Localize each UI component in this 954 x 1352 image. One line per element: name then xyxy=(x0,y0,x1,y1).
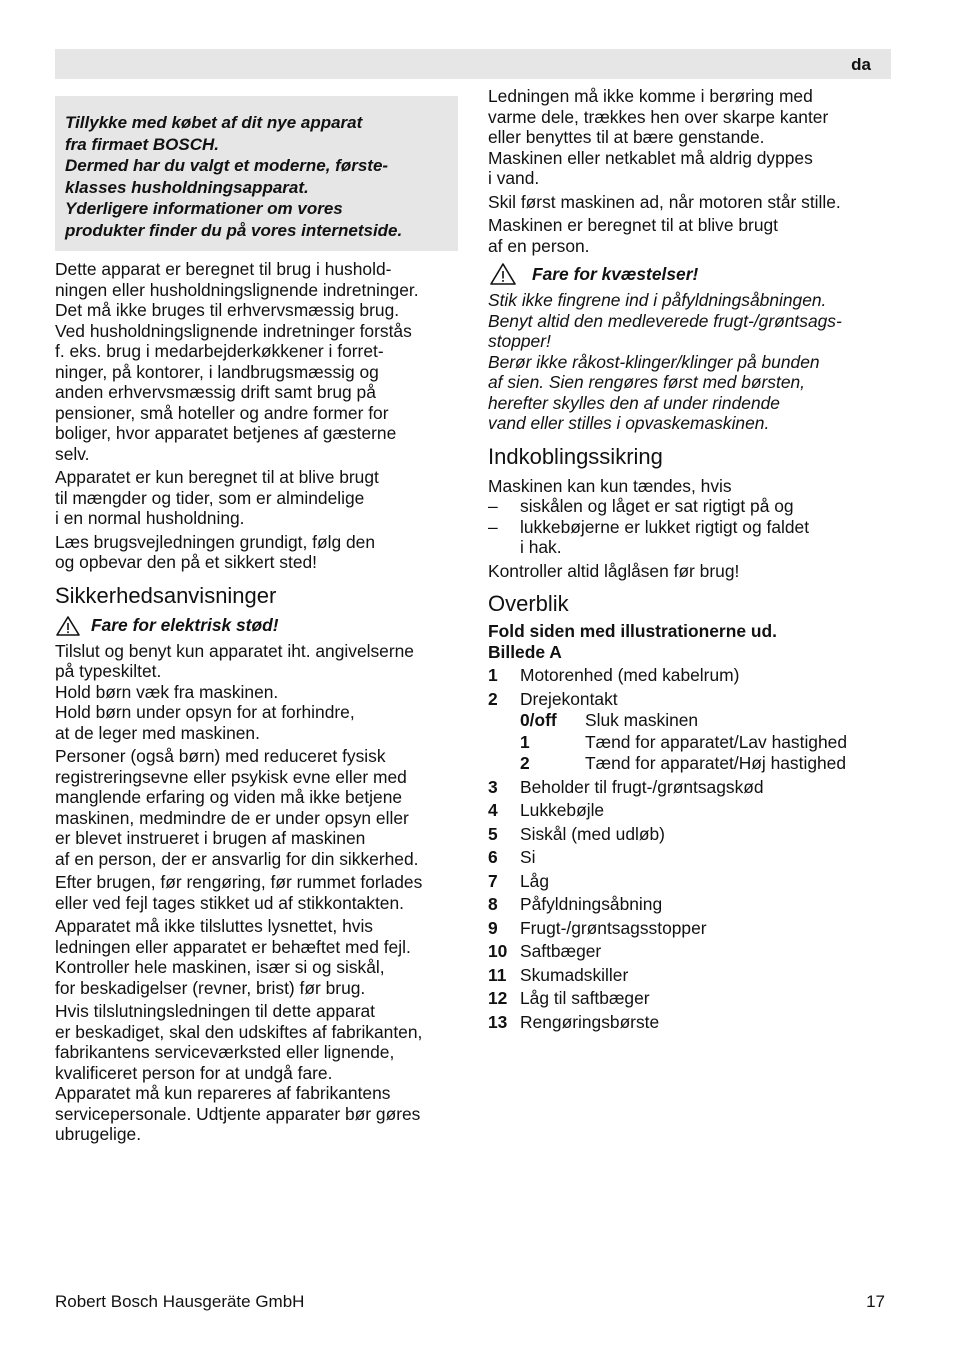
item-number: 2 xyxy=(488,688,498,709)
text-line: kvalificeret person for at undgå fare. xyxy=(55,1062,333,1083)
cable-paragraph xyxy=(488,86,898,189)
switch-option xyxy=(520,753,898,774)
item-number: 10 xyxy=(488,941,508,961)
list-item xyxy=(488,777,898,798)
warning-triangle-icon xyxy=(55,615,81,637)
text-line: og opbevar den på et sikkert sted! xyxy=(55,552,317,572)
list-item xyxy=(488,496,898,517)
text-line: eller ved fejl tages stikket ud af stikkontakten. xyxy=(55,892,404,913)
text-line: Apparatet må ikke tilsluttes lysnettet, hvis xyxy=(55,916,373,936)
list-item xyxy=(488,918,898,939)
usage-paragraph xyxy=(55,259,458,464)
overview-heading: Overblik xyxy=(488,591,569,616)
interlock-heading: Indkoblingssikring xyxy=(488,443,663,469)
safety-heading: Sikkerhedsanvisninger xyxy=(55,582,277,608)
text-line: lukkebøjerne er lukket rigtigt og faldet xyxy=(520,516,810,537)
text-line: Hold børn væk fra maskinen. xyxy=(55,681,279,702)
intro-line: Dermed har du valgt et moderne, første- xyxy=(65,156,389,175)
safety-paragraph xyxy=(55,746,458,869)
item-number: 7 xyxy=(488,870,498,891)
text-line: Apparatet er kun beregnet til at blive brugt xyxy=(55,467,379,487)
item-label: Drejekontakt xyxy=(520,688,618,709)
list-item xyxy=(488,1012,898,1033)
text-line: i hak. xyxy=(520,537,562,557)
text-line: Dette apparat er beregnet til brug i hushold- xyxy=(55,259,392,279)
item-label: Rengøringsbørste xyxy=(520,1011,660,1032)
text-line: ubrugelige. xyxy=(55,1124,142,1144)
text-line: ledningen eller apparatet er behæftet med fejl. xyxy=(55,936,411,957)
text-line: stopper! xyxy=(488,331,551,351)
text-line: anden erhvervsmæssig drift samt brug på xyxy=(55,382,376,402)
text-line: Kontroller hele maskinen, især si og siskål, xyxy=(55,957,385,977)
text-line: ninger, på kontorer, i landbrugsmæssig og xyxy=(55,361,379,382)
text-line: manglende erfaring og viden må ikke betjene xyxy=(55,787,403,807)
intro-line: klasses husholdningsapparat. xyxy=(65,177,309,197)
text-line: fabrikantens serviceværksted eller lignende, xyxy=(55,1042,395,1062)
safety-paragraph xyxy=(55,1001,458,1145)
item-label: Skumadskiller xyxy=(520,964,629,985)
intro-box xyxy=(55,96,458,251)
right-column xyxy=(488,86,898,1035)
list-item xyxy=(488,894,898,915)
item-label: Saftbæger xyxy=(520,941,602,961)
switch-label: Tænd for apparatet/Lav hastighed xyxy=(585,731,847,752)
item-number: 6 xyxy=(488,847,498,867)
switch-label: Sluk maskinen xyxy=(585,710,699,730)
list-item xyxy=(488,988,898,1009)
list-item xyxy=(488,941,898,962)
text-line: Efter brugen, før rengøring, før rummet forlades xyxy=(55,872,423,892)
intro-line: fra firmaet BOSCH. xyxy=(65,134,219,154)
text-line: af sien. Sien rengøres først med børsten, xyxy=(488,372,806,392)
switch-option xyxy=(520,710,898,731)
text-line: Læs brugsvejledningen grundigt, følg den xyxy=(55,531,376,552)
header-bar xyxy=(55,49,891,79)
text-line: Hvis tilslutningsledningen til dette apparat xyxy=(55,1001,375,1021)
item-number: 3 xyxy=(488,776,498,797)
item-label: Si xyxy=(520,847,536,867)
text-line: maskinen, medmindre de er under opsyn eller xyxy=(55,807,409,828)
safety-paragraph xyxy=(55,872,458,913)
usage-paragraph xyxy=(55,532,458,573)
text-line: Berør ikke råkost-klinger/klinger på bunden xyxy=(488,351,820,372)
item-label: Påfyldningsåbning xyxy=(520,894,663,914)
left-column xyxy=(55,86,458,1145)
item-number: 13 xyxy=(488,1011,508,1032)
list-item xyxy=(488,847,898,868)
text-line: f. eks. brug i medarbejderkøkkener i forret- xyxy=(55,341,384,361)
item-number: 5 xyxy=(488,823,498,844)
text-line: selv. xyxy=(55,443,90,464)
text-line: i en normal husholdning. xyxy=(55,508,245,528)
text-line: pensioner, små hoteller og andre former for xyxy=(55,402,389,423)
text-line: boliger, hvor apparatet betjenes af gæsterne xyxy=(55,423,397,443)
item-label: Låg til saftbæger xyxy=(520,988,650,1008)
text-line: er blevet instrueret i brugen af maskinen xyxy=(55,828,366,848)
text-line: Tilslut og benyt kun apparatet iht. angivelserne xyxy=(55,640,414,661)
text-line: Maskinen er beregnet til at blive brugt xyxy=(488,215,779,235)
text-line: Personer (også børn) med reduceret fysisk xyxy=(55,746,386,766)
text-line: vand eller stilles i opvaskemaskinen. xyxy=(488,413,770,433)
text-line: Benyt altid den medleverede frugt-/grøntsags- xyxy=(488,310,842,331)
safety-paragraph xyxy=(55,641,458,744)
list-item xyxy=(488,517,898,558)
text-line: for beskadigelser (revner, brist) før brug. xyxy=(55,977,366,998)
text-line: varme dele, trækkes hen over skarpe kanter xyxy=(488,106,829,127)
item-number: 9 xyxy=(488,917,498,938)
text-line: er beskadiget, skal den udskiftes af fabrikanten, xyxy=(55,1021,423,1042)
text-line: til mængder og tider, som er almindelige xyxy=(55,487,365,508)
text-line: Apparatet må kun repareres af fabrikantens xyxy=(55,1083,391,1103)
switch-key: 2 xyxy=(520,753,530,773)
dash-marker: – xyxy=(488,516,498,537)
text-line: Stik ikke fingrene ind i påfyldningsåbningen. xyxy=(488,290,827,310)
single-user-paragraph xyxy=(488,215,898,256)
injury-warning xyxy=(488,262,898,286)
text-line: Kontroller altid låglåsen før brug! xyxy=(488,560,740,581)
item-number: 11 xyxy=(488,964,507,985)
item-label: Motorenhed (med kabelrum) xyxy=(520,665,740,685)
injury-text xyxy=(488,290,898,434)
list-item xyxy=(488,871,898,892)
text-line: Billede A xyxy=(488,641,562,662)
usage-paragraph xyxy=(55,467,458,529)
language-code: da xyxy=(851,55,871,74)
text-line: i vand. xyxy=(488,168,540,188)
text-line: siskålen og låget er sat rigtigt på og xyxy=(520,496,794,516)
text-line: Hold børn under opsyn for at forhindre, xyxy=(55,702,355,722)
item-label: Låg xyxy=(520,870,550,891)
text-line: Ledningen må ikke komme i berøring med xyxy=(488,86,813,106)
item-label: Frugt-/grøntsagsstopper xyxy=(520,917,707,938)
intro-line: produkter finder du på vores internetside. xyxy=(65,220,403,240)
text-line: Det må ikke bruges til erhvervsmæssig brug. xyxy=(55,300,400,320)
item-label: Beholder til frugt-/grøntsagskød xyxy=(520,776,764,797)
text-line: registreringsevne eller psykisk evne eller med xyxy=(55,766,407,787)
list-item xyxy=(488,800,898,821)
text-line: Maskinen kan kun tændes, hvis xyxy=(488,475,732,496)
text-line: ningen eller husholdningslignende indretninger. xyxy=(55,279,419,300)
item-label: Siskål (med udløb) xyxy=(520,823,665,844)
list-item xyxy=(488,824,898,845)
text-line: Skil først maskinen ad, når motoren står stille. xyxy=(488,191,841,212)
switch-label: Tænd for apparatet/Høj hastighed xyxy=(585,753,847,773)
warning-text: Fare for elektrisk stød! xyxy=(91,615,279,636)
switch-key: 0/off xyxy=(520,710,557,730)
warning-text: Fare for kvæstelser! xyxy=(532,263,699,284)
item-number: 1 xyxy=(488,665,498,685)
item-label: Lukkebøjle xyxy=(520,800,605,820)
warning-triangle-icon xyxy=(488,262,522,286)
text-line: servicepersonale. Udtjente apparater bør gøres xyxy=(55,1103,421,1124)
switch-key: 1 xyxy=(520,731,530,752)
intro-line: Yderligere informationer om vores xyxy=(65,199,343,218)
list-item xyxy=(488,665,898,686)
dash-marker: – xyxy=(488,496,498,516)
safety-paragraph xyxy=(55,916,458,998)
text-line: herefter skylles den af under rindende xyxy=(488,392,780,413)
text-line: på typeskiltet. xyxy=(55,661,162,681)
page-number: 17 xyxy=(866,1292,885,1311)
item-number: 12 xyxy=(488,988,508,1008)
list-item xyxy=(488,689,898,710)
item-number: 8 xyxy=(488,894,498,914)
text-line: at de leger med maskinen. xyxy=(55,722,260,743)
switch-option xyxy=(520,732,898,753)
electric-warning xyxy=(55,615,458,637)
text-line: Maskinen eller netkablet må aldrig dyppes xyxy=(488,147,813,168)
text-line: af en person, der er ansvarlig for din sikkerhed. xyxy=(55,848,419,869)
text-line: Fold siden med illustrationerne ud. xyxy=(488,621,777,641)
list-item xyxy=(488,965,898,986)
item-number: 4 xyxy=(488,800,498,820)
text-line: Ved husholdningslignende indretninger forstås xyxy=(55,320,412,341)
footer-company: Robert Bosch Hausgeräte GmbH xyxy=(55,1292,305,1311)
text-line: eller benyttes til at bære genstande. xyxy=(488,127,765,147)
text-line: af en person. xyxy=(488,235,590,256)
intro-line: Tillykke med købet af dit nye apparat xyxy=(65,113,363,132)
